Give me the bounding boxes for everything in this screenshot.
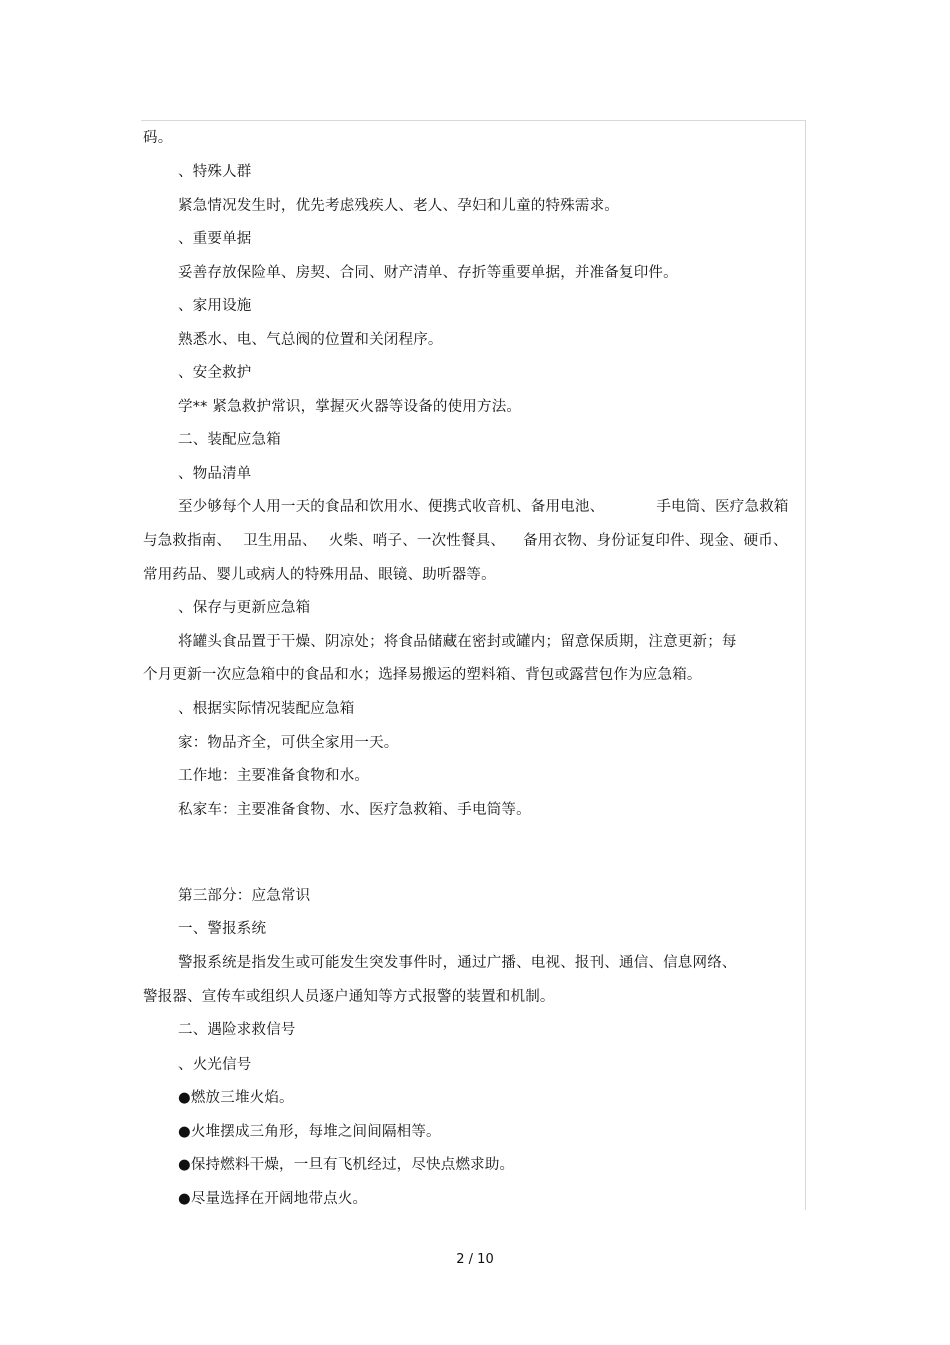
paragraph-line: 熟悉水、电、气总阀的位置和关闭程序。 [178,332,443,348]
text-segment: 卫生用品、 [243,533,317,549]
section-heading: 二、遇险求救信号 [178,1022,296,1038]
page-number: 2 / 10 [456,1252,494,1267]
bullet-item: ●火堆摆成三角形，每堆之间间隔相等。 [178,1124,441,1140]
bullet-item: ●尽量选择在开阔地带点火。 [178,1191,368,1207]
paragraph-line: 警报器、宣传车或组织人员逐户通知等方式报警的装置和机制。 [143,989,555,1005]
section-heading: 、物品清单 [178,466,252,482]
paragraph-line: 个月更新一次应急箱中的食品和水；选择易搬运的塑料箱、背包或露营包作为应急箱。 [143,667,702,683]
paragraph-line: 私家车：主要准备食物、水、医疗急救箱、手电筒等。 [178,802,531,818]
paragraph-line: 紧急情况发生时，优先考虑残疾人、老人、孕妇和儿童的特殊需求。 [178,198,619,214]
text-segment: 至少够每个人用一天的食品和饮用水、便携式收音机、备用电池、 [178,499,605,515]
text-segment: 火柴、哨子、一次性餐具、 [328,533,506,549]
paragraph-line [143,531,788,551]
paragraph-line: 将罐头食品置于干燥、阴凉处；将食品储藏在密封或罐内；留意保质期，注意更新；每 [178,634,737,650]
section-heading: 、根据实际情况装配应急箱 [178,701,355,717]
section-heading: 、特殊人群 [178,164,252,180]
section-heading: 、家用设施 [178,298,252,314]
paragraph-line: 警报系统是指发生或可能发生突发事件时，通过广播、电视、报刊、通信、信息网络、 [178,955,737,971]
section-heading: 一、警报系统 [178,921,267,937]
text-segment: 手电筒、医疗急救箱 [656,499,789,515]
part-heading: 第三部分：应急常识 [178,888,311,904]
section-heading: 、安全救护 [178,365,252,381]
paragraph-line [178,497,789,517]
bullet-item: ●燃放三堆火焰。 [178,1090,294,1106]
bullet-item: ●保持燃料干燥，一旦有飞机经过，尽快点燃求助。 [178,1157,515,1173]
text-line: 码。 [143,130,173,146]
text-segment: 备用衣物、身份证复印件、现金、硬币、 [523,533,788,549]
section-heading: 、火光信号 [178,1057,252,1073]
paragraph-line: 常用药品、婴儿或病人的特殊用品、眼镜、助听器等。 [143,567,496,583]
paragraph-line: 家：物品齐全，可供全家用一天。 [178,735,399,751]
section-heading: 二、装配应急箱 [178,432,281,448]
section-heading: 、保存与更新应急箱 [178,600,311,616]
text-segment: 与急救指南、 [143,533,232,549]
paragraph-line: 妥善存放保险单、房契、合同、财产清单、存折等重要单据，并准备复印件。 [178,265,678,281]
paragraph-line: 学** 紧急救护常识，掌握灭火器等设备的使用方法。 [178,399,522,415]
paragraph-line: 工作地：主要准备食物和水。 [178,768,370,784]
section-heading: 、重要单据 [178,231,252,247]
